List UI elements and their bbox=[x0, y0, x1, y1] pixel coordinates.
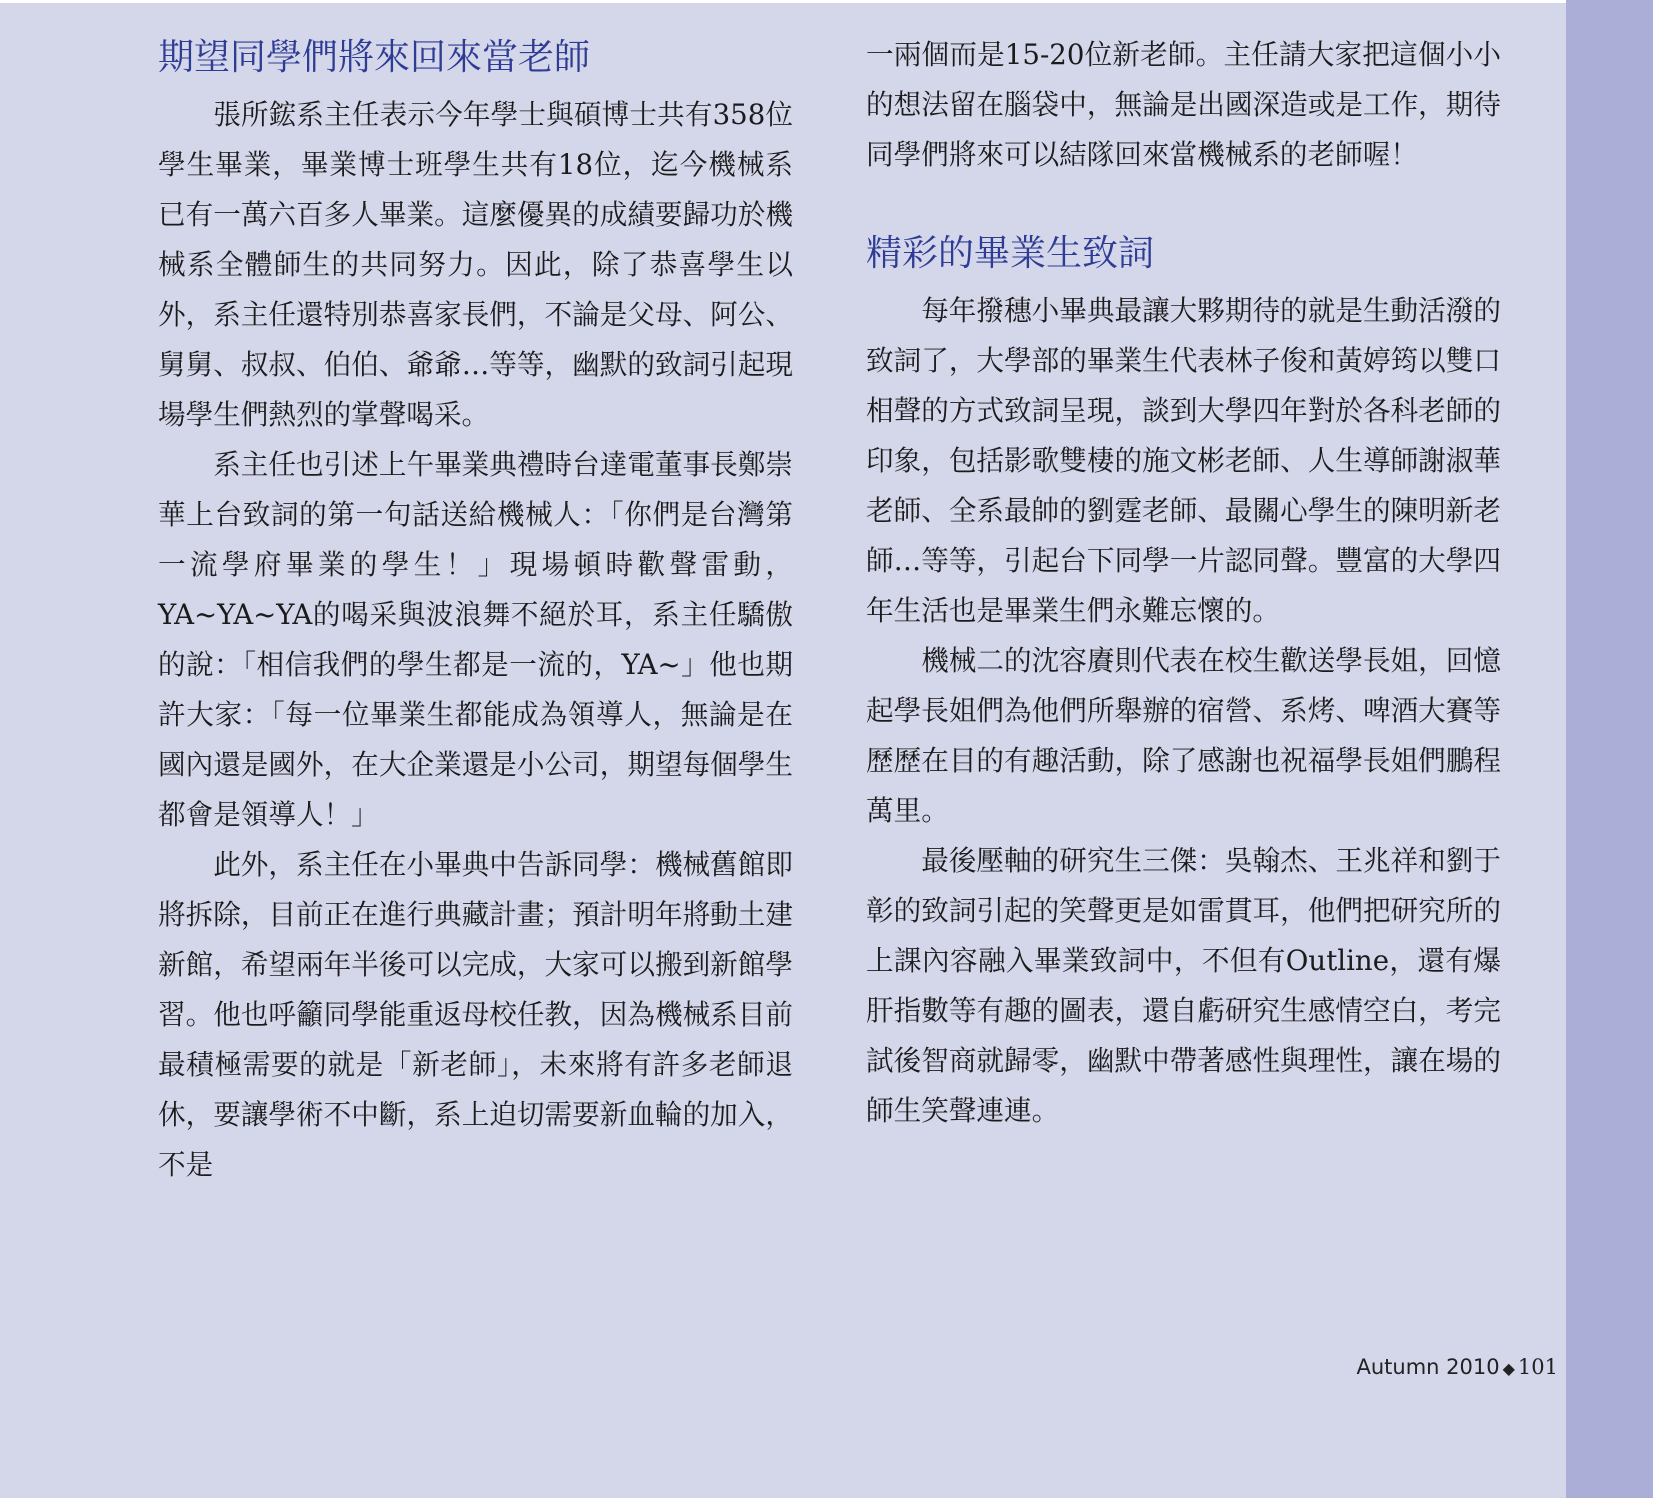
issue-label: Autumn 2010 bbox=[1356, 1355, 1500, 1379]
side-color-band bbox=[1566, 0, 1653, 1498]
paragraph-undergrad-speech: 每年撥穗小畢典最讓大夥期待的就是生動活潑的致詞了，大學部的畢業生代表林子俊和黃婷筠以雙口相聲的方式致詞呈現，談到大學四年對於各科老師的印象，包括影歌雙棲的施文彬老師、人生導師謝淑華老師、全系最帥的劉霆老師、最關心學生的陳明新老師…等等，引起台下同學一片認同聲。豐富的大學四年生活也是畢業生們永難忘懷的。 bbox=[866, 294, 1501, 627]
paragraph-chairman-quote: 系主任也引述上午畢業典禮時台達電董事長鄭崇華上台致詞的第一句話送給機械人：「你們是台灣第一流學府畢業的學生！」現場頓時歡聲雷動，YA~YA~YA的喝采與波浪舞不絕於耳，系主任驕傲的說：「相信我們的學生都是一流的，YA~」他也期許大家：「每一位畢業生都能成為領導人，無論是在國內還是國外，在大企業還是小公司，期望每個學生都會是領導人！」 bbox=[158, 448, 793, 831]
section-heading-teachers: 期望同學們將來回來當老師 bbox=[158, 37, 591, 78]
paragraph-grad-speech: 最後壓軸的研究生三傑：吳翰杰、王兆祥和劉于彰的致詞引起的笑聲更是如雷貫耳，他們把研究所的上課內容融入畢業致詞中，不但有Outline，還有爆肝指數等有趣的圖表，還自虧研究生感情空白，考完試後智商就歸零，幽默中帶著感性與理性，讓在場的師生笑聲連連。 bbox=[866, 844, 1501, 1127]
section-heading-speeches: 精彩的畢業生致詞 bbox=[866, 233, 1155, 274]
paragraph-continued: 一兩個而是15-20位新老師。主任請大家把這個小小的想法留在腦袋中，無論是出國深造或是工作，期待同學們將來可以結隊回來當機械系的老師喔！ bbox=[866, 38, 1501, 171]
left-column bbox=[158, 30, 793, 1190]
page-footer bbox=[1356, 1355, 1558, 1379]
page-number: 101 bbox=[1517, 1355, 1558, 1379]
right-column bbox=[866, 30, 1501, 1136]
diamond-icon: ◆ bbox=[1502, 1359, 1515, 1378]
paragraph-graduates: 張所鋐系主任表示今年學士與碩博士共有358位學生畢業，畢業博士班學生共有18位，迄今機械系已有一萬六百多人畢業。這麼優異的成績要歸功於機械系全體師生的共同努力。因此，除了恭喜學生以外，系主任還特別恭喜家長們，不論是父母、阿公、舅舅、叔叔、伯伯、爺爺…等等，幽默的致詞引起現場學生們熱烈的掌聲喝采。 bbox=[158, 98, 793, 431]
paragraph-farewell: 機械二的沈容賡則代表在校生歡送學長姐，回憶起學長姐們為他們所舉辦的宿營、系烤、啤酒大賽等歷歷在目的有趣活動，除了感謝也祝福學長姐們鵬程萬里。 bbox=[866, 644, 1501, 827]
top-border bbox=[0, 0, 1566, 3]
paragraph-new-building: 此外，系主任在小畢典中告訴同學：機械舊館即將拆除，目前正在進行典藏計畫；預計明年將動土建新館，希望兩年半後可以完成，大家可以搬到新館學習。他也呼籲同學能重返母校任教，因為機械系目前最積極需要的就是「新老師」，未來將有許多老師退休，要讓學術不中斷，系上迫切需要新血輪的加入，不是 bbox=[158, 848, 793, 1181]
